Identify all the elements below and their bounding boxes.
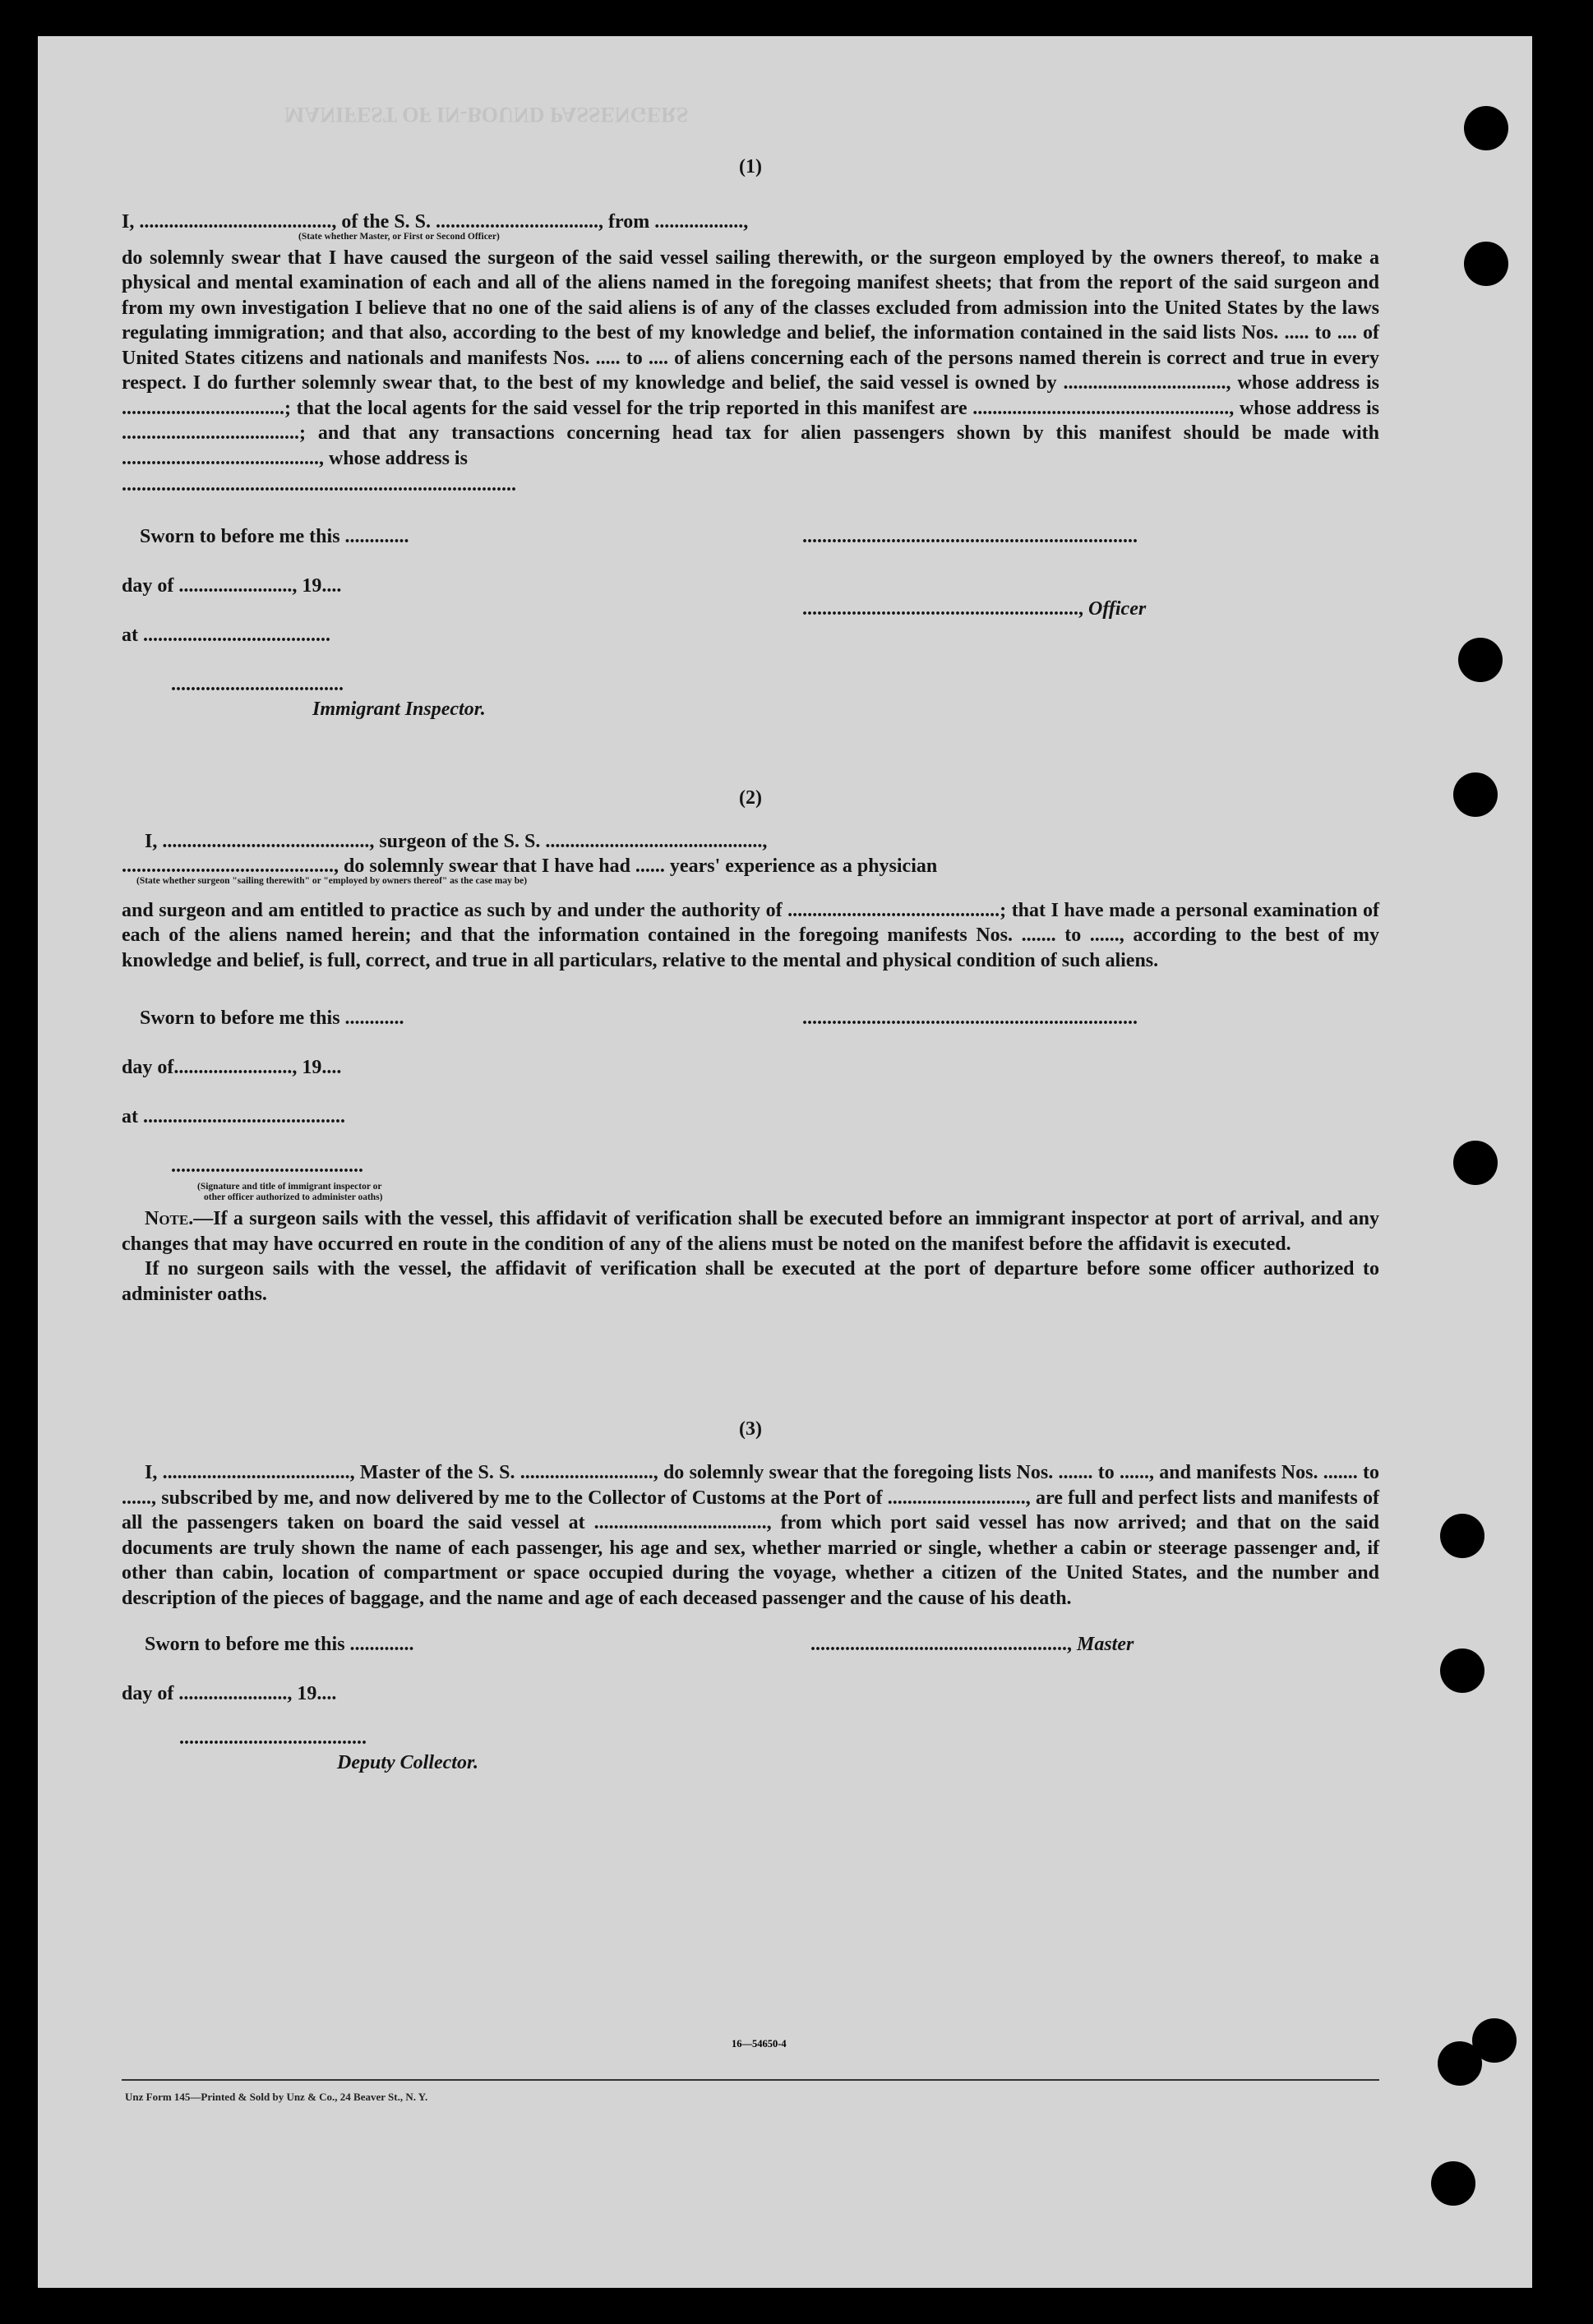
verification-note (122, 1206, 1379, 1307)
inspector-signature-line: ................................... (171, 673, 344, 695)
master-signature-line (810, 1634, 1134, 1656)
surgeon-line-2-text: ..........................................., do solemnly swear that I have had ...... years' experience as a physician (122, 855, 938, 877)
affidavit-3-body (122, 1460, 1379, 1611)
oath-block-3 (122, 1619, 1379, 1773)
affidavit-section-3 (122, 1418, 1379, 1773)
punch-hole (1464, 106, 1508, 150)
official-signature-hint-2: other officer authorized to administer oaths) (204, 1192, 383, 1202)
section-number: (2) (739, 786, 762, 809)
punch-hole (1458, 638, 1503, 682)
sworn-line: Sworn to before me this ............ (140, 1008, 404, 1029)
sworn-line: Sworn to before me this ............. (140, 525, 409, 547)
officer-line-hint: (State whether Master, or First or Second Officer) (298, 231, 500, 242)
note-paragraph-2: If no surgeon sails with the vessel, the affidavit of verification shall be executed at the port of departure before some officer authorized to administer oaths. (122, 1258, 1379, 1305)
affidavit-section-1 (122, 156, 1379, 733)
section-number: (3) (739, 1418, 762, 1440)
officer-signature-line (802, 598, 1146, 620)
sworn-line: Sworn to before me this ............. (145, 1634, 414, 1655)
day-line: day of ......................, 19.... (122, 1683, 337, 1704)
affidavit-section-2 (122, 787, 1379, 1307)
affidavit-1-tail: ................................................................................ (122, 474, 516, 496)
note-text-1: —If a surgeon sails with the vessel, this affidavit of verification shall be executed before an immigrant inspector at port of arrival, and any changes that may have occurred en route in the condition of any of the aliens must be noted on the manifest before the affidavit is executed. (122, 1208, 1379, 1255)
form-content (122, 122, 1379, 1773)
official-signature-line: ....................................... (171, 1155, 363, 1177)
at-line: at ...................................... (122, 624, 330, 646)
affidavit-2-body (122, 898, 1379, 974)
day-line: day of ......................., 19.... (122, 574, 342, 597)
official-signature-hint-1: (Signature and title of immigrant inspector or (197, 1182, 382, 1192)
surgeon-line-hint: (State whether surgeon "sailing therewith" or "employed by owners thereof" as the case may be) (136, 875, 528, 886)
officer-label: Officer (1088, 597, 1147, 620)
note-heading: Note. (145, 1208, 194, 1229)
master-dots: ...................................................., (810, 1634, 1072, 1655)
affidavit-3-text: I, ......................................, Master of the S. S. ..........................., do solemnly swear that the foregoing lists Nos. ....... to ......, and manifests Nos. ....... to ......, subscribed by me, and now delivered by me to the Collector of Customs at the Port of ............................, are full and perfect lists and manifests of all the passengers taken on board the said vessel at ..................................., from which port said vessel has now arrived; and that on the said documents are truly shown the name of each passenger, his age and sex, whether married or single, whether a cabin or steerage passenger and, if other than cabin, location of compartment or space occupied during the voyage, whether a citizen of the United States, and the number and description of the pieces of baggage, and the name and age of each deceased passenger and the cause of his death. (122, 1462, 1379, 1609)
master-label: Master (1077, 1634, 1134, 1655)
at-line: at ......................................... (122, 1106, 345, 1127)
officer-dots: ........................................................, (802, 597, 1083, 620)
punch-hole (1440, 1514, 1484, 1558)
officer-line-text: I, ......................................., of the S. S. ................................., from .................., (122, 211, 749, 233)
punch-hole (1453, 1141, 1498, 1185)
punch-hole (1440, 1648, 1484, 1693)
signature-line: .................................................................... (802, 1008, 1138, 1029)
collector-signature-line: ...................................... (179, 1727, 367, 1749)
note-paragraph-1 (122, 1206, 1379, 1257)
surgeon-line-1 (122, 829, 1379, 855)
affidavit-1-body (122, 246, 1379, 498)
day-line: day of........................, 19.... (122, 1057, 342, 1078)
punch-hole (1464, 242, 1508, 286)
punch-hole (1453, 772, 1498, 817)
signature-line: .................................................................... (802, 525, 1138, 547)
oath-block-1 (122, 511, 1379, 733)
bleed-through-text: MANIFEST OF IN-BOUND PASSENGERS (284, 103, 689, 127)
printer-footer: Unz Form 145—Printed & Sold by Unz & Co., 24 Beaver St., N. Y. (125, 2091, 428, 2103)
affidavit-1-text: do solemnly swear that I have caused the surgeon of the said vessel sailing therewith, or the surgeon employed by the owners thereof, to make a physical and mental examination of each and all of the aliens named in the foregoing manifest sheets; that from the report of the said surgeon and from my own investigation I believe that no one of the said aliens is of any of the classes excluded from admission into the United States by the laws regulating immigration; and that also, according to the best of my knowledge and belief, the information contained in the said lists Nos. ..... to .... of United States citizens and nationals and manifests Nos. ..... to .... of aliens concerning each of the persons named therein is correct and true in every respect. I do further solemnly swear that, to the best of my knowledge and belief, the said vessel is owned by ................................., whose address is .................................; that the local agents for the said vessel for the trip reported in this manifest are ...................................................., whose address is ....................................; and that any transactions concerning head tax for alien passengers shown by this manifest should be made with ........................................, whose address is (122, 247, 1379, 469)
punch-hole (1438, 2041, 1482, 2086)
affidavit-2-text: and surgeon and am entitled to practice as such by and under the authority of ...........................................; that I have made a personal examination of each of the aliens named herein; and that the information contained in the foregoing manifests Nos. ....... to ......, according to the best of my knowledge and belief, is full, correct, and true in all particulars, relative to the mental and physical condition of such aliens. (122, 899, 1379, 971)
surgeon-line-1-text: I, .........................................., surgeon of the S. S. ............................................, (145, 830, 768, 852)
section-number: (1) (739, 156, 762, 178)
form-code: 16—54650-4 (732, 2038, 787, 2050)
punch-hole (1431, 2161, 1475, 2206)
inspector-label: Immigrant Inspector. (312, 698, 486, 720)
footer-rule (122, 2079, 1379, 2081)
deputy-collector-label: Deputy Collector. (337, 1752, 478, 1773)
oath-block-2 (122, 998, 1379, 1203)
